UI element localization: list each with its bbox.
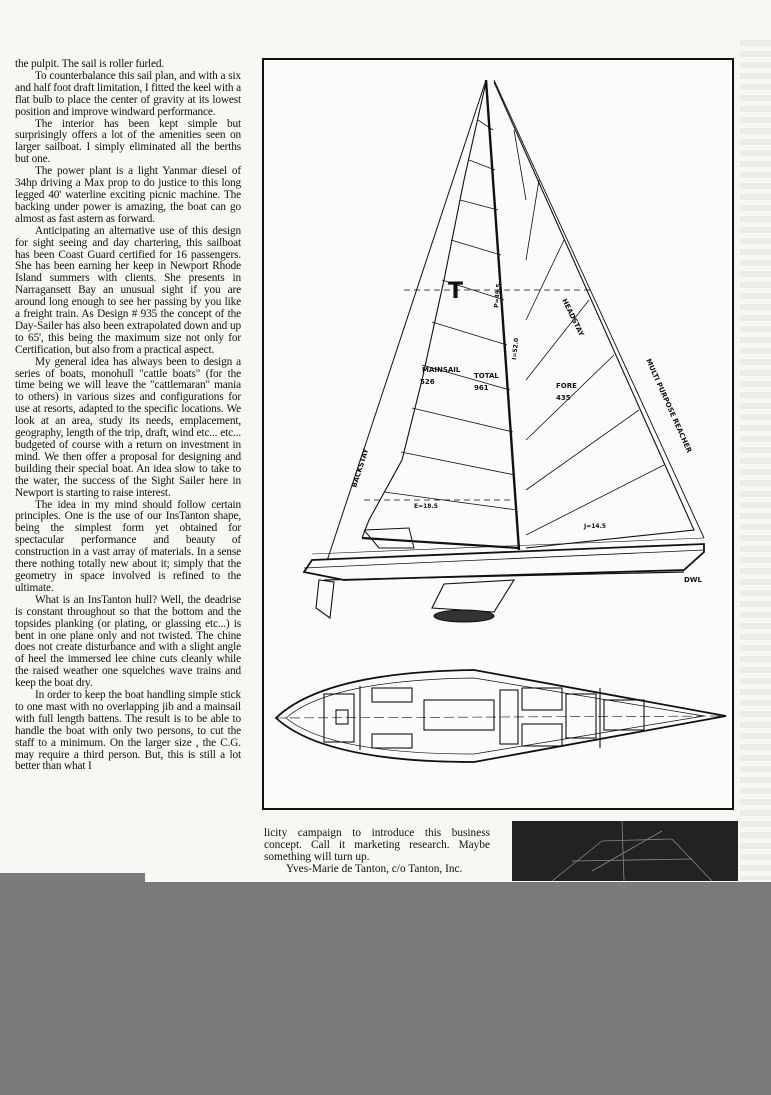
mainsail-leech xyxy=(362,82,486,538)
deck-plan xyxy=(276,670,726,762)
scan-background-band xyxy=(0,882,771,1095)
article-paragraph: To counterbalance this sail plan, and with a six and half foot draft limitation, I fitted the keel with a flat bulb to place the center of gravity at its lowest position and improve windward performance. xyxy=(15,69,241,118)
j-dimension: J=14.5 xyxy=(584,523,607,530)
rudder xyxy=(316,580,334,618)
mainsail-area: 526 xyxy=(420,378,435,386)
saloon xyxy=(566,694,596,738)
e-dimension: E=18.5 xyxy=(414,503,438,510)
bleed-through-shadow xyxy=(740,40,771,880)
article-column-continued xyxy=(264,828,490,876)
i-dimension: I=52.0 xyxy=(511,337,521,361)
foresail-panel-lines xyxy=(514,130,664,535)
keel-bulb xyxy=(434,610,494,622)
article-paragraph: The power plant is a light Yanmar diesel of 34hp driving a Max prop to do justice to this long legged 40' waterline exciting picnic machine. The backing under power is amazing, the boat can go almost as fast astern as forward. xyxy=(15,165,241,225)
fore-area: 435 xyxy=(556,394,571,402)
sail-logo: T xyxy=(448,279,464,304)
mast xyxy=(486,80,519,550)
total-label: TOTAL xyxy=(474,372,499,380)
sail-plan-figure xyxy=(262,58,734,810)
article-paragraph: Anticipating an alternative use of this design for sight seeing and day chartering, this sailboat has been Coast Guard certified for 16 passengers. She has been earning her keep in Newport Rhode Island summers with clients. She presents in Narragansett Bay an unusual sight if you are around long enough to see her passing by you like a freight train. As Design # 935 the concept of the Day-Sailer has also been extrapolated down and up to 65', this being the maximum size not only for Certification, but also from a practical aspect. xyxy=(15,224,241,356)
boat-drawing-svg xyxy=(264,60,732,808)
backstay-label: BACKSTAY xyxy=(350,447,371,489)
mainsail-label: MAINSAIL xyxy=(422,366,461,374)
fore-label: FORE xyxy=(556,382,577,390)
article-paragraph: the pulpit. The sail is roller furled. xyxy=(15,58,165,70)
p-dimension: P=49.5 xyxy=(493,283,503,309)
forward-cabin xyxy=(604,700,644,730)
deck-outline xyxy=(276,670,726,762)
centerline xyxy=(276,716,726,718)
headstay-line xyxy=(494,80,704,538)
deckhouse-top xyxy=(424,700,494,730)
backstay-line xyxy=(324,80,486,570)
article-column-left xyxy=(15,59,241,773)
photo-detail xyxy=(512,821,738,881)
bench xyxy=(372,688,412,702)
hull-profile xyxy=(304,544,704,580)
toerail xyxy=(286,678,704,754)
article-paragraph: What is an InsTanton hull? Well, the deadrise is constant throughout so that the bottom and the topsides planking (or plating, or glassing etc...) is bent in one plane only and not twisted. The chine does not create disturbance and with a slight angle of heel the immersed lee chine cuts cleanly while the raised weather one squelches wave trains and keep the boat dry. xyxy=(15,593,241,690)
sail-plan-profile xyxy=(304,80,704,622)
wheel xyxy=(336,710,348,724)
foresail-outline xyxy=(494,82,694,548)
article-paragraph: The interior has been kept simple but surprisingly offers a lot of the amenities seen on larger sailboat. I simply eliminated all the berths but one. xyxy=(15,117,241,166)
headstay-label: HEADSTAY xyxy=(560,297,586,338)
dwl-label: DWL xyxy=(684,576,702,584)
article-paragraph: In order to keep the boat handling simple stick to one mast with no overlapping jib and a mainsail with full length battens. The result is to be able to handle the boat with only two persons, to cut the staff to a minimum. On the larger size , the C.G. may require a third person. But, this is still a lot better than what I xyxy=(15,689,241,773)
author-signature: Yves-Marie de Tanton, c/o Tanton, Inc. xyxy=(286,862,463,875)
keel xyxy=(432,580,514,612)
total-area: 961 xyxy=(474,384,489,392)
boat-photo xyxy=(512,821,738,881)
reacher-label: MULTI PURPOSE REACHER xyxy=(644,357,694,455)
article-paragraph: licity campaign to introduce this business concept. Call it marketing research. Maybe something will turn up. xyxy=(264,827,490,863)
bench xyxy=(372,734,412,748)
article-paragraph: The idea in my mind should follow certain principles. One is the use of our InsTanton shape, being the simplest form yet obtained for spectacular performance and beauty of construction in a vast array of materials. In a sense there nothing totally new about it; simply that the geometry in space involved is refined to the ultimate. xyxy=(15,498,241,594)
article-paragraph: My general idea has always been to design a series of boats, monohull "cattle boats" (for the time being we will leave the "cattlemaran" mania to others) in various sizes and configurations for use at resorts, adapted to the specific locations. We look at an area, study its needs, emplacement, geography, length of the trip, draft, wind etc... etc... budgeted of course with a return on investment in mind. We then offer a proposal for designing and building their special boat. An idea slow to take to the water, the success of the Sight Sailer here in Newport is starting to raise interest. xyxy=(15,355,241,499)
